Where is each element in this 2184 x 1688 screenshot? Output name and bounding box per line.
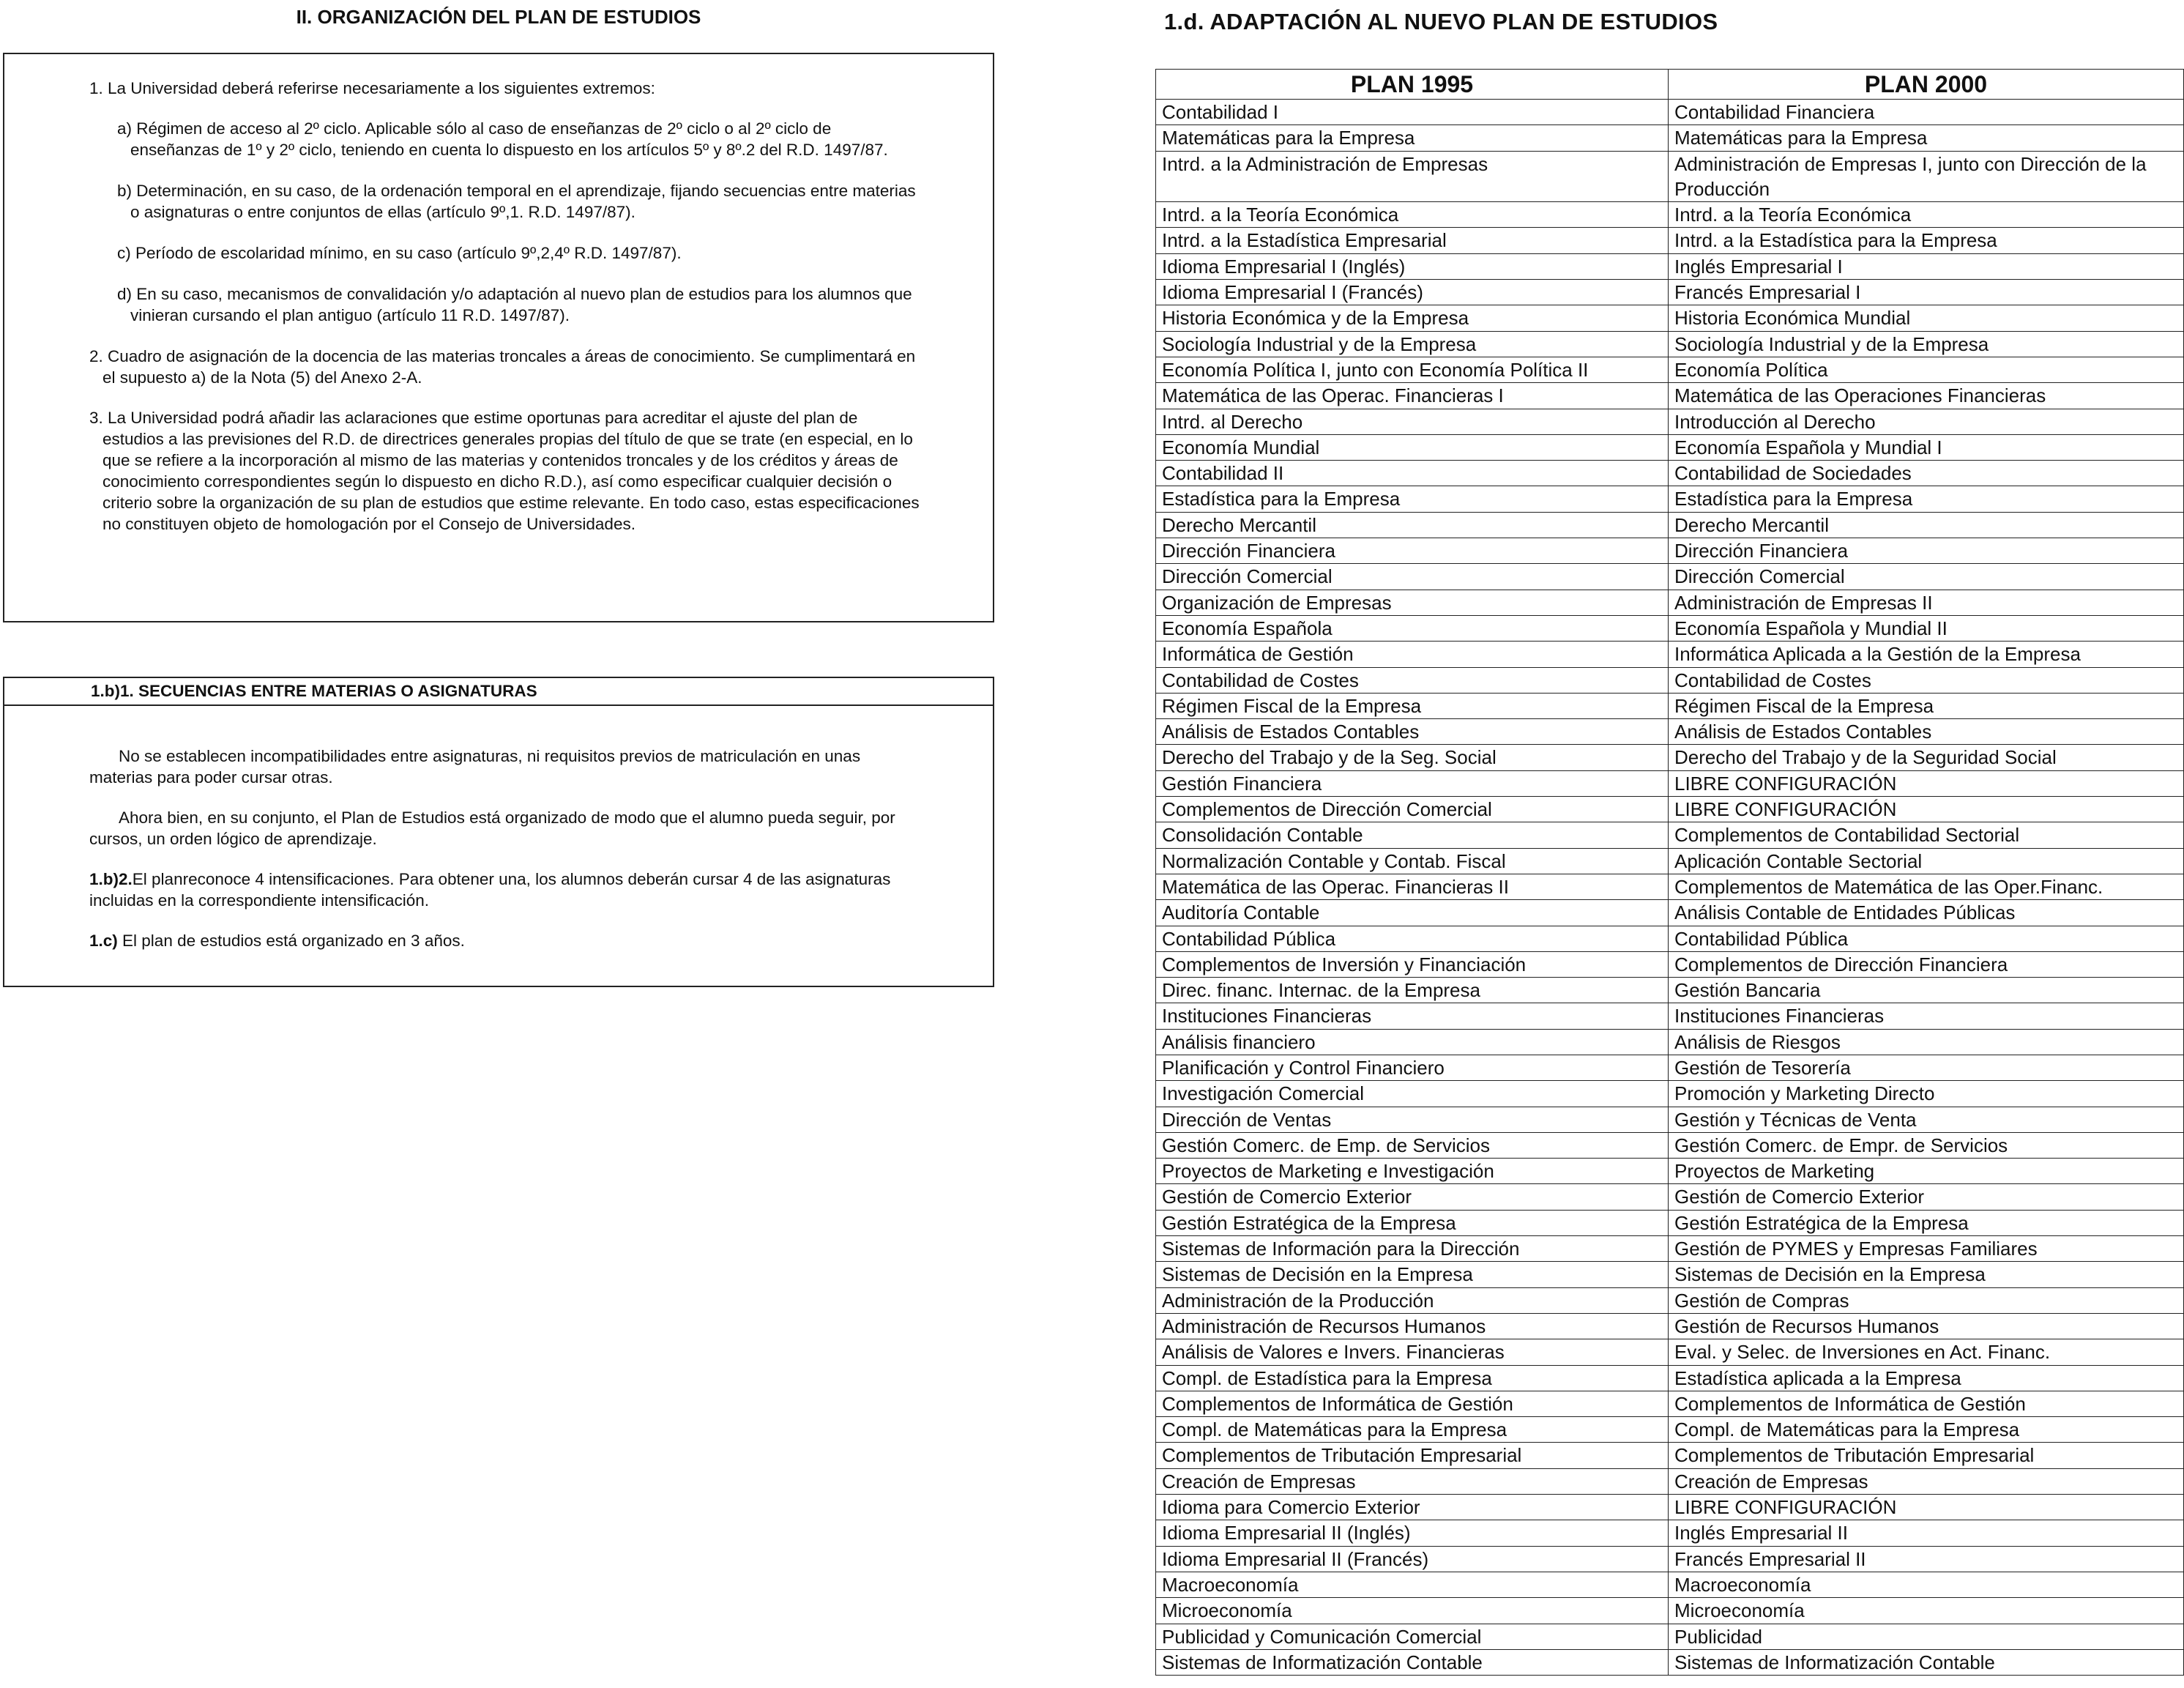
plan-2000-cell: Eval. y Selec. de Inversiones en Act. Financ. — [1669, 1339, 2184, 1365]
requirement-d: d) En su caso, mecanismos de convalidación y/o adaptación al nuevo plan de estudios para los alumnos que vinieran cursando el plan antiguo (artículo 11 R.D. 1497/87). — [117, 285, 912, 324]
table-row — [1156, 1624, 2184, 1649]
table-row — [1156, 331, 2184, 357]
plan-2000-cell: Análisis de Estados Contables — [1669, 719, 2184, 745]
table-row — [1156, 434, 2184, 460]
table-row — [1156, 1262, 2184, 1287]
requirement-a: a) Régimen de acceso al 2º ciclo. Aplicable sólo al caso de enseñanzas de 2º ciclo o al 2º ciclo de enseñanzas de 1º y 2º ciclo, teniendo en cuenta lo dispuesto en los artículos 5º y 8º.2 del R.D. 1497/87. — [117, 119, 888, 159]
table-row — [1156, 1055, 2184, 1080]
column-header-plan-2000: PLAN 2000 — [1669, 70, 2184, 100]
plan-2000-cell: Informática Aplicada a la Gestión de la Empresa — [1669, 642, 2184, 667]
plan-2000-cell: Matemáticas para la Empresa — [1669, 125, 2184, 151]
plan-1995-cell: Gestión Financiera — [1156, 770, 1669, 796]
table-row — [1156, 1417, 2184, 1443]
plan-1995-cell: Compl. de Matemáticas para la Empresa — [1156, 1417, 1669, 1443]
intensifications-paragraph — [89, 869, 902, 911]
plan-1995-cell: Economía Española — [1156, 615, 1669, 641]
plan-2000-cell: Proyectos de Marketing — [1669, 1159, 2184, 1184]
plan-1995-cell: Contabilidad de Costes — [1156, 667, 1669, 693]
plan-1995-cell: Economía Mundial — [1156, 434, 1669, 460]
table-row — [1156, 512, 2184, 538]
plan-1995-cell: Sociología Industrial y de la Empresa — [1156, 331, 1669, 357]
plan-1995-cell: Informática de Gestión — [1156, 642, 1669, 667]
plan-1995-cell: Complementos de Informática de Gestión — [1156, 1391, 1669, 1416]
plan-1995-cell: Instituciones Financieras — [1156, 1003, 1669, 1029]
table-row — [1156, 590, 2184, 615]
plan-2000-cell: Análisis de Riesgos — [1669, 1029, 2184, 1055]
plan-2000-cell: Aplicación Contable Sectorial — [1669, 848, 2184, 874]
plan-1995-cell: Intrd. a la Estadística Empresarial — [1156, 228, 1669, 253]
table-row — [1156, 1598, 2184, 1624]
table-row — [1156, 1236, 2184, 1262]
table-row — [1156, 745, 2184, 770]
requirement-3: 3. La Universidad podrá añadir las aclaraciones que estime oportunas para acreditar el ajuste del plan de estudios a las previsiones del R.D. de directrices generales propias del título de que se trate (en especial, en lo que se refiere a la incorporación al mismo de las materias y contenidos troncales y de los créditos y áreas de conocimiento correspondientes según lo dispuesto en dicho R.D.), así como especificar cualquier decisión o criterio sobre la organización de su plan de estudios que estime relevante. En todo caso, estas especificaciones no constituyen objeto de homologación por el Consejo de Universidades. — [89, 409, 920, 533]
plan-1995-cell: Macroeconomía — [1156, 1572, 1669, 1597]
plan-1995-cell: Matemática de las Operac. Financieras II — [1156, 874, 1669, 899]
table-row — [1156, 1572, 2184, 1597]
table-row — [1156, 1159, 2184, 1184]
plan-2000-cell: Economía Española y Mundial I — [1669, 434, 2184, 460]
plan-1995-cell: Organización de Empresas — [1156, 590, 1669, 615]
plan-2000-cell: Sociología Industrial y de la Empresa — [1669, 331, 2184, 357]
table-row — [1156, 1287, 2184, 1313]
table-row — [1156, 357, 2184, 382]
plan-1995-cell: Creación de Empresas — [1156, 1468, 1669, 1494]
sequences-paragraph-2: Ahora bien, en su conjunto, el Plan de Estudios está organizado de modo que el alumno pueda seguir, por cursos, un orden lógico de aprendizaje. — [89, 808, 895, 848]
plan-2000-cell: Inglés Empresarial I — [1669, 253, 2184, 279]
table-row — [1156, 1649, 2184, 1675]
table-header-row — [1156, 70, 2184, 100]
plan-2000-cell: Gestión de PYMES y Empresas Familiares — [1669, 1236, 2184, 1262]
plan-1995-cell: Investigación Comercial — [1156, 1081, 1669, 1107]
plan-1995-cell: Sistemas de Información para la Dirección — [1156, 1236, 1669, 1262]
plan-1995-cell: Complementos de Dirección Comercial — [1156, 797, 1669, 822]
plan-1995-cell: Análisis de Estados Contables — [1156, 719, 1669, 745]
table-row — [1156, 383, 2184, 409]
table-row — [1156, 848, 2184, 874]
table-row — [1156, 1132, 2184, 1158]
plan-1995-cell: Contabilidad I — [1156, 100, 1669, 125]
plan-2000-cell: Francés Empresarial I — [1669, 280, 2184, 305]
plan-1995-cell: Derecho del Trabajo y de la Seg. Social — [1156, 745, 1669, 770]
plan-1995-cell: Compl. de Estadística para la Empresa — [1156, 1365, 1669, 1391]
plan-1995-cell: Sistemas de Decisión en la Empresa — [1156, 1262, 1669, 1287]
plan-2000-cell: Compl. de Matemáticas para la Empresa — [1669, 1417, 2184, 1443]
table-row — [1156, 1495, 2184, 1520]
plan-1995-cell: Idioma Empresarial I (Inglés) — [1156, 253, 1669, 279]
plan-2000-cell: Dirección Financiera — [1669, 538, 2184, 564]
table-row — [1156, 770, 2184, 796]
plan-1995-cell: Planificación y Control Financiero — [1156, 1055, 1669, 1080]
plan-1995-cell: Auditoría Contable — [1156, 900, 1669, 926]
table-row — [1156, 1184, 2184, 1210]
plan-2000-cell: Intrd. a la Teoría Económica — [1669, 202, 2184, 228]
sequences-box — [3, 677, 994, 987]
table-row — [1156, 1443, 2184, 1468]
table-row — [1156, 951, 2184, 977]
table-row — [1156, 538, 2184, 564]
plan-1995-cell: Direc. financ. Internac. de la Empresa — [1156, 978, 1669, 1003]
plan-2000-cell: Complementos de Matemática de las Oper.Financ. — [1669, 874, 2184, 899]
table-row — [1156, 100, 2184, 125]
plan-1995-cell: Gestión Comerc. de Emp. de Servicios — [1156, 1132, 1669, 1158]
table-row — [1156, 1029, 2184, 1055]
plan-1995-cell: Publicidad y Comunicación Comercial — [1156, 1624, 1669, 1649]
plan-2000-cell: Matemática de las Operaciones Financieras — [1669, 383, 2184, 409]
plan-1995-cell: Gestión Estratégica de la Empresa — [1156, 1210, 1669, 1235]
plan-2000-cell: Administración de Empresas I, junto con Dirección de la Producción — [1669, 151, 2184, 202]
plan-1995-cell: Estadística para la Empresa — [1156, 486, 1669, 512]
plan-1995-cell: Análisis financiero — [1156, 1029, 1669, 1055]
table-row — [1156, 228, 2184, 253]
plan-2000-cell: Estadística aplicada a la Empresa — [1669, 1365, 2184, 1391]
plan-2000-cell: Régimen Fiscal de la Empresa — [1669, 693, 2184, 718]
plan-2000-cell: Contabilidad Financiera — [1669, 100, 2184, 125]
plan-1995-cell: Microeconomía — [1156, 1598, 1669, 1624]
plan-2000-cell: Promoción y Marketing Directo — [1669, 1081, 2184, 1107]
table-row — [1156, 486, 2184, 512]
plan-2000-cell: LIBRE CONFIGURACIÓN — [1669, 1495, 2184, 1520]
plan-2000-cell: Gestión Estratégica de la Empresa — [1669, 1210, 2184, 1235]
plan-2000-cell: Gestión Comerc. de Empr. de Servicios — [1669, 1132, 2184, 1158]
table-row — [1156, 1313, 2184, 1339]
plan-1995-cell: Idioma para Comercio Exterior — [1156, 1495, 1669, 1520]
plan-1995-cell: Dirección de Ventas — [1156, 1107, 1669, 1132]
years-paragraph — [89, 930, 902, 951]
plan-2000-cell: Publicidad — [1669, 1624, 2184, 1649]
plan-1995-cell: Administración de la Producción — [1156, 1287, 1669, 1313]
plan-1995-cell: Contabilidad Pública — [1156, 926, 1669, 951]
table-row — [1156, 1003, 2184, 1029]
plan-1995-cell: Idioma Empresarial II (Inglés) — [1156, 1520, 1669, 1546]
plan-1995-cell: Consolidación Contable — [1156, 822, 1669, 848]
plan-2000-cell: Contabilidad de Sociedades — [1669, 461, 2184, 486]
plan-2000-cell: Economía Española y Mundial II — [1669, 615, 2184, 641]
years-label: 1.c) — [89, 932, 118, 950]
table-row — [1156, 151, 2184, 202]
plan-2000-cell: Gestión de Recursos Humanos — [1669, 1313, 2184, 1339]
table-row — [1156, 926, 2184, 951]
plan-1995-cell: Matemática de las Operac. Financieras I — [1156, 383, 1669, 409]
plan-1995-cell: Análisis de Valores e Invers. Financieras — [1156, 1339, 1669, 1365]
plan-2000-cell: Gestión de Compras — [1669, 1287, 2184, 1313]
plan-1995-cell: Matemáticas para la Empresa — [1156, 125, 1669, 151]
table-row — [1156, 1107, 2184, 1132]
table-row — [1156, 1081, 2184, 1107]
table-row — [1156, 253, 2184, 279]
plan-2000-cell: Inglés Empresarial II — [1669, 1520, 2184, 1546]
sequences-body — [89, 746, 902, 970]
plan-1995-cell: Dirección Financiera — [1156, 538, 1669, 564]
plan-2000-cell: Análisis Contable de Entidades Públicas — [1669, 900, 2184, 926]
plan-1995-cell: Gestión de Comercio Exterior — [1156, 1184, 1669, 1210]
requirements-intro: 1. La Universidad deberá referirse necesariamente a los siguientes extremos: — [89, 79, 655, 97]
plan-2000-cell: Complementos de Contabilidad Sectorial — [1669, 822, 2184, 848]
section-title-adaptacion: 1.d. ADAPTACIÓN AL NUEVO PLAN DE ESTUDIOS — [1164, 9, 1718, 34]
intensifications-label: 1.b)2. — [89, 870, 133, 888]
plan-2000-cell: LIBRE CONFIGURACIÓN — [1669, 770, 2184, 796]
plan-2000-cell: Macroeconomía — [1669, 1572, 2184, 1597]
plan-1995-cell: Economía Política I, junto con Economía Política II — [1156, 357, 1669, 382]
plan-2000-cell: Complementos de Tributación Empresarial — [1669, 1443, 2184, 1468]
table-row — [1156, 125, 2184, 151]
years-text: El plan de estudios está organizado en 3 años. — [117, 932, 465, 950]
plan-1995-cell: Normalización Contable y Contab. Fiscal — [1156, 848, 1669, 874]
plan-1995-cell: Dirección Comercial — [1156, 564, 1669, 590]
table-row — [1156, 305, 2184, 331]
plan-2000-cell: Introducción al Derecho — [1669, 409, 2184, 434]
intensifications-text: El planreconoce 4 intensificaciones. Para obtener una, los alumnos deberán cursar 4 de las asignaturas incluidas en la correspondiente intensificación. — [89, 870, 891, 910]
section-title-organizacion: II. ORGANIZACIÓN DEL PLAN DE ESTUDIOS — [296, 6, 701, 28]
table-row — [1156, 461, 2184, 486]
plan-2000-cell: Instituciones Financieras — [1669, 1003, 2184, 1029]
plan-2000-cell: Contabilidad de Costes — [1669, 667, 2184, 693]
table-row — [1156, 202, 2184, 228]
plan-1995-cell: Intrd. al Derecho — [1156, 409, 1669, 434]
plan-2000-cell: Economía Política — [1669, 357, 2184, 382]
plan-2000-cell: Estadística para la Empresa — [1669, 486, 2184, 512]
table-row — [1156, 1468, 2184, 1494]
table-row — [1156, 719, 2184, 745]
table-row — [1156, 822, 2184, 848]
table-row — [1156, 280, 2184, 305]
plan-2000-cell: Complementos de Informática de Gestión — [1669, 1391, 2184, 1416]
adaptation-table-body — [1156, 100, 2184, 1676]
plan-1995-cell: Idioma Empresarial II (Francés) — [1156, 1546, 1669, 1572]
plan-2000-cell: Microeconomía — [1669, 1598, 2184, 1624]
table-row — [1156, 1391, 2184, 1416]
plan-1995-cell: Derecho Mercantil — [1156, 512, 1669, 538]
plan-1995-cell: Idioma Empresarial I (Francés) — [1156, 280, 1669, 305]
column-header-plan-1995: PLAN 1995 — [1156, 70, 1669, 100]
plan-2000-cell: Gestión de Tesorería — [1669, 1055, 2184, 1080]
table-row — [1156, 978, 2184, 1003]
plan-2000-cell: Derecho Mercantil — [1669, 512, 2184, 538]
plan-2000-cell: Complementos de Dirección Financiera — [1669, 951, 2184, 977]
plan-1995-cell: Contabilidad II — [1156, 461, 1669, 486]
table-row — [1156, 642, 2184, 667]
plan-2000-cell: Sistemas de Informatización Contable — [1669, 1649, 2184, 1675]
table-row — [1156, 1546, 2184, 1572]
table-row — [1156, 1210, 2184, 1235]
table-row — [1156, 797, 2184, 822]
plan-2000-cell: Gestión y Técnicas de Venta — [1669, 1107, 2184, 1132]
table-row — [1156, 615, 2184, 641]
plan-2000-cell: Creación de Empresas — [1669, 1468, 2184, 1494]
table-row — [1156, 667, 2184, 693]
plan-2000-cell: Intrd. a la Estadística para la Empresa — [1669, 228, 2184, 253]
sequences-paragraph-1: No se establecen incompatibilidades entre asignaturas, ni requisitos previos de matriculación en unas materias para poder cursar otras. — [89, 747, 861, 787]
plan-2000-cell: Historia Económica Mundial — [1669, 305, 2184, 331]
table-row — [1156, 1365, 2184, 1391]
plan-1995-cell: Intrd. a la Teoría Económica — [1156, 202, 1669, 228]
plan-1995-cell: Complementos de Inversión y Financiación — [1156, 951, 1669, 977]
plan-1995-cell: Historia Económica y de la Empresa — [1156, 305, 1669, 331]
table-row — [1156, 564, 2184, 590]
requirement-b: b) Determinación, en su caso, de la ordenación temporal en el aprendizaje, fijando secuencias entre materias o asignaturas o entre conjuntos de ellas (artículo 9º,1. R.D. 1497/87). — [117, 182, 916, 221]
plan-1995-cell: Proyectos de Marketing e Investigación — [1156, 1159, 1669, 1184]
plan-1995-cell: Régimen Fiscal de la Empresa — [1156, 693, 1669, 718]
plan-2000-cell: Contabilidad Pública — [1669, 926, 2184, 951]
plan-1995-cell: Intrd. a la Administración de Empresas — [1156, 151, 1669, 202]
plan-2000-cell: Gestión Bancaria — [1669, 978, 2184, 1003]
plan-2000-cell: Derecho del Trabajo y de la Seguridad Social — [1669, 745, 2184, 770]
table-row — [1156, 900, 2184, 926]
requirement-c: c) Período de escolaridad mínimo, en su caso (artículo 9º,2,4º R.D. 1497/87). — [117, 244, 682, 262]
plan-2000-cell: Sistemas de Decisión en la Empresa — [1669, 1262, 2184, 1287]
table-row — [1156, 1520, 2184, 1546]
plan-1995-cell: Sistemas de Informatización Contable — [1156, 1649, 1669, 1675]
plan-2000-cell: Francés Empresarial II — [1669, 1546, 2184, 1572]
table-row — [1156, 1339, 2184, 1365]
requirements-box — [3, 53, 994, 622]
plan-1995-cell: Complementos de Tributación Empresarial — [1156, 1443, 1669, 1468]
plan-2000-cell: LIBRE CONFIGURACIÓN — [1669, 797, 2184, 822]
plan-2000-cell: Dirección Comercial — [1669, 564, 2184, 590]
table-row — [1156, 693, 2184, 718]
sequences-title: 1.b)1. SECUENCIAS ENTRE MATERIAS O ASIGNATURAS — [4, 678, 993, 706]
plan-2000-cell: Gestión de Comercio Exterior — [1669, 1184, 2184, 1210]
adaptation-table — [1155, 69, 2184, 1676]
plan-1995-cell: Administración de Recursos Humanos — [1156, 1313, 1669, 1339]
plan-2000-cell: Administración de Empresas II — [1669, 590, 2184, 615]
table-row — [1156, 409, 2184, 434]
requirement-2: 2. Cuadro de asignación de la docencia de las materias troncales a áreas de conocimiento. Se cumplimentará en el supuesto a) de la Nota (5) del Anexo 2-A. — [89, 347, 916, 387]
table-row — [1156, 874, 2184, 899]
